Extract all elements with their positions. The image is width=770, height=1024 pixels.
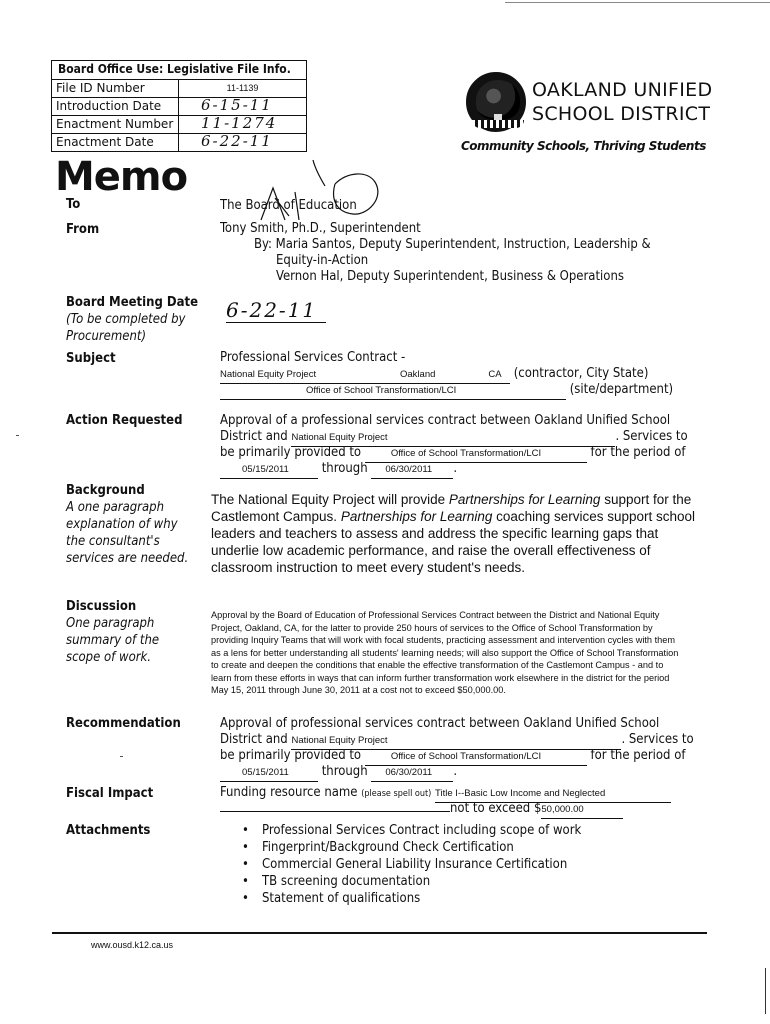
footer-rule <box>52 932 707 934</box>
from-line-4: Vernon Hal, Deputy Superintendent, Business & Operations <box>276 269 624 284</box>
table-row <box>52 133 306 151</box>
district-name: OAKLAND UNIFIED SCHOOL DISTRICT <box>532 79 713 125</box>
recommendation-label: Recommendation <box>66 716 181 731</box>
attachments-list <box>242 822 581 907</box>
district-tagline: Community Schools, Thriving Students <box>461 139 706 153</box>
memo-title: Memo <box>55 154 188 200</box>
rec-site: Office of School Transformation/LCI <box>365 749 587 766</box>
action-contractor: National Equity Project <box>291 430 615 447</box>
background-label: Background A one paragraph explanation of why the consultant's services are needed. <box>66 483 189 566</box>
fiscal-amount: 50,000.00 <box>541 802 623 819</box>
subject-line-1: Professional Services Contract - <box>220 350 406 365</box>
funding-resource-name: Title I--Basic Low Income and Neglected <box>435 786 671 803</box>
discussion-text: Approval by the Board of Education of Professional Services Contract between the District and National Equity Project, Oakland, CA, for the latter to provide 250 hours of services to the Office of School Transformation by providing Inquiry Teams that will work with focal students, practicing assessment and intervention cycles with them as a lens for better understanding all students' learning needs; will also support the Office of School Transformation to create and deepen the conditions that enable the effective transformation of the Castlemont Campus - and to learn from these efforts in ways that can inform further transformation work elsewhere in the district for the period May 15, 2011 through June 30, 2011 at a cost not to exceed $50,000.00. <box>211 610 679 695</box>
action-site: Office of School Transformation/LCI <box>365 446 587 463</box>
rec-contractor: National Equity Project <box>291 733 621 750</box>
introduction-date-label: Introduction Date <box>52 98 179 115</box>
board-office-table <box>51 60 307 152</box>
discussion-label: Discussion One paragraph summary of the scope of work. <box>66 599 160 665</box>
file-id-label: File ID Number <box>52 80 179 97</box>
table-row <box>52 115 306 133</box>
action-end-date: 06/30/2011 <box>371 462 453 479</box>
footer-url[interactable]: www.ousd.k12.ca.us <box>91 940 174 950</box>
board-meeting-date-value: 6-22-11 <box>226 298 326 323</box>
rec-line-4: 05/15/2011 through 06/30/2011 . <box>220 764 457 782</box>
subject-state: CA <box>480 367 510 384</box>
board-office-header: Board Office Use: Legislative File Info. <box>58 62 291 76</box>
rec-line-1: Approval of professional services contract between Oakland Unified School <box>220 716 660 731</box>
enactment-number-value: 11-1274 <box>201 114 278 132</box>
subject-site: Office of School Transformation/LCI <box>220 383 566 400</box>
rec-start-date: 05/15/2011 <box>220 765 318 782</box>
action-line-1: Approval of a professional services contract between Oakland Unified School <box>220 413 671 428</box>
subject-line-3: Office of School Transformation/LCI (site/department) <box>220 382 673 400</box>
fiscal-line-2: not to exceed $50,000.00 <box>220 801 623 819</box>
list-item: • Professional Services Contract including scope of work <box>242 822 581 839</box>
attachments-label: Attachments <box>66 823 151 838</box>
action-requested-label: Action Requested <box>66 413 183 428</box>
to-value: The Board of Education <box>220 198 357 213</box>
list-item: • Commercial General Liability Insurance Certification <box>242 856 581 873</box>
background-text: The National Equity Project will provide Partnerships for Learning support for the Castlemont Campus. Partnerships for Learning coaching services support school leaders and teachers to assess and address the specific learning gaps that underlie low academic performance, and raise the overall effectiveness of classroom instruction to meet every student's needs. <box>211 492 696 575</box>
table-row <box>52 79 306 97</box>
subject-city: Oakland <box>400 367 480 384</box>
action-line-3: be primarily provided to Office of School Transformation/LCI for the period of <box>220 445 685 463</box>
handwritten-scribble <box>235 158 395 228</box>
list-item: • Statement of qualifications <box>242 890 581 907</box>
file-id-value: 11-1139 <box>226 83 259 93</box>
enactment-date-label: Enactment Date <box>52 134 179 151</box>
action-line-4: 05/15/2011 through 06/30/2011 . <box>220 461 457 479</box>
rec-line-3: be primarily provided to Office of School Transformation/LCI for the period of <box>220 748 685 766</box>
enactment-date-value: 6-22-11 <box>201 132 273 150</box>
board-meeting-date-label: Board Meeting Date (To be completed by Procurement) <box>66 295 199 344</box>
fiscal-line-1: Funding resource name (please spell out) Title I--Basic Low Income and Neglected <box>220 785 671 803</box>
table-row <box>52 97 306 115</box>
subject-label: Subject <box>66 351 116 366</box>
enactment-number-label: Enactment Number <box>52 116 179 133</box>
from-label: From <box>66 222 100 237</box>
from-line-1: Tony Smith, Ph.D., Superintendent <box>220 221 421 236</box>
action-start-date: 05/15/2011 <box>220 462 318 479</box>
from-line-2: By: Maria Santos, Deputy Superintendent, Instruction, Leadership & <box>254 237 651 252</box>
to-label: To <box>66 197 81 212</box>
rec-end-date: 06/30/2011 <box>371 765 453 782</box>
subject-contractor: National Equity Project <box>220 367 400 384</box>
subject-line-2: National Equity Project Oakland CA (contractor, City State) <box>220 366 648 384</box>
list-item: • Fingerprint/Background Check Certification <box>242 839 581 856</box>
top-rule <box>505 2 770 3</box>
list-item: • TB screening documentation <box>242 873 581 890</box>
district-logo <box>466 72 526 132</box>
action-line-2: District and National Equity Project . Services to <box>220 429 688 447</box>
fiscal-impact-label: Fiscal Impact <box>66 786 154 801</box>
scan-mark <box>765 968 766 1014</box>
introduction-date-value: 6-15-11 <box>201 96 273 114</box>
rec-line-2: District and National Equity Project . Services to <box>220 732 694 750</box>
from-line-3: Equity-in-Action <box>276 253 369 268</box>
